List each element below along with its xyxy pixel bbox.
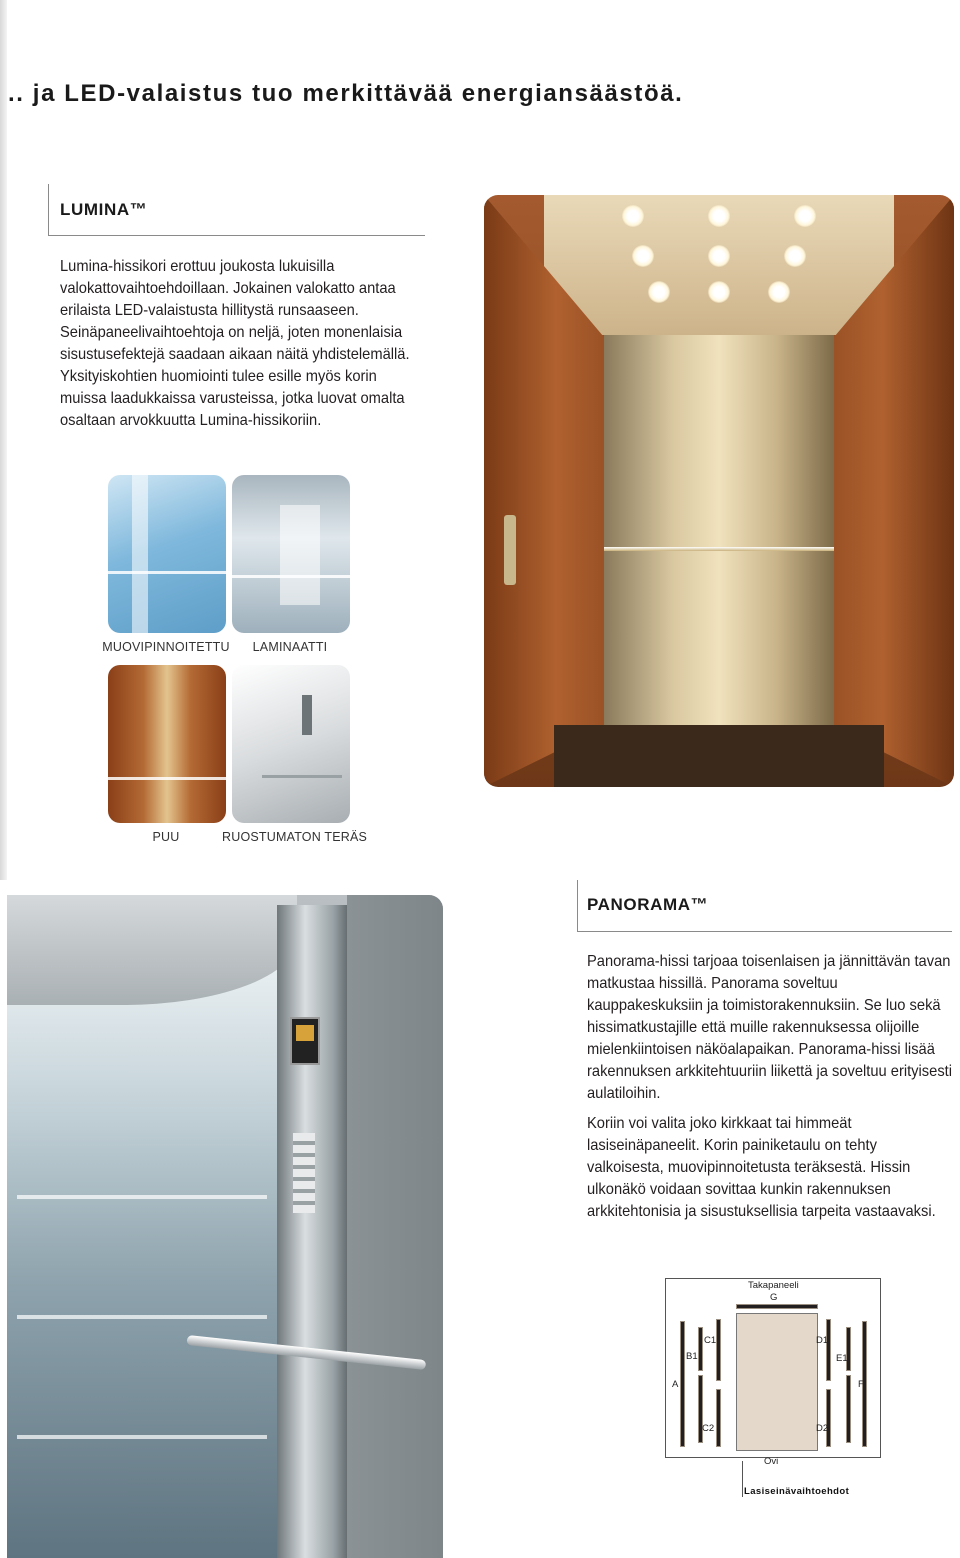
lumina-elevator-photo: [484, 195, 954, 787]
panorama-glass-view: [7, 945, 277, 1558]
diagram-label-g: G: [770, 1292, 778, 1303]
panorama-side-wall: [347, 895, 443, 1558]
ceiling-light-icon: [768, 281, 790, 303]
panorama-elevator-photo: [7, 895, 443, 1558]
photo-detail: [280, 505, 320, 605]
sample-photo-wood: [108, 665, 226, 823]
panorama-mall-floor-line: [17, 1315, 267, 1319]
panorama-door-frame: [277, 905, 347, 1558]
lumina-button-panel: [504, 515, 516, 585]
sample-caption: MUOVIPINNOITETTU: [102, 640, 230, 654]
ceiling-light-icon: [794, 205, 816, 227]
sample-caption: LAMINAATTI: [252, 640, 328, 654]
diagram-label-b1: B1: [686, 1351, 698, 1362]
diagram-label-c2: C2: [702, 1423, 715, 1434]
sample-photo-laminated: [108, 475, 226, 633]
lumina-section-rule: [48, 235, 425, 236]
ceiling-light-icon: [708, 281, 730, 303]
panorama-mall-floor-line: [17, 1195, 267, 1199]
diagram-label-e1: E1: [836, 1353, 848, 1364]
sample-caption: PUU: [152, 830, 180, 844]
panorama-body: [587, 951, 954, 1231]
glass-panel-b1: [698, 1327, 703, 1371]
ceiling-light-icon: [708, 205, 730, 227]
ceiling-light-icon: [648, 281, 670, 303]
diagram-label-a: A: [672, 1379, 679, 1390]
panorama-paragraph: Koriin voi valita joko kirkkaat tai himmeät lasiseinäpaneelit. Korin painiketaulu on tehty valkoisesta, muovipinnoitetusta teräksestä. Hissin ulkonäkö voidaan sovittaa kunkin rakennuksen arkkitehtonisia ja sisustuksellisia tarpeita vastaavaksi.: [587, 1115, 936, 1220]
elevator-car-floor: [736, 1313, 818, 1451]
panorama-button-panel: [293, 1133, 315, 1213]
glass-panel-d2: [826, 1389, 831, 1447]
sample-photo-laminate: [232, 475, 350, 633]
page-edge-shadow: [0, 0, 7, 880]
lumina-body: [60, 256, 423, 440]
panorama-title: PANORAMA™: [587, 895, 709, 914]
glass-panel-c2: [716, 1389, 721, 1447]
photo-detail: [108, 571, 226, 574]
lumina-title: LUMINA™: [60, 200, 148, 219]
glass-options-diagram: [665, 1278, 881, 1458]
floor-display-screen: [296, 1025, 314, 1041]
diagram-label-back-panel: Takapaneeli: [748, 1280, 799, 1291]
photo-detail: [262, 775, 342, 778]
photo-detail: [232, 575, 350, 578]
diagram-label-f: F: [858, 1379, 864, 1390]
diagram-label-d1: D1: [816, 1335, 829, 1346]
glass-panel-d1: [826, 1319, 831, 1381]
panorama-section-tick: [577, 880, 578, 932]
ceiling-light-icon: [622, 205, 644, 227]
floor-display-icon: [290, 1017, 320, 1065]
lumina-ceiling: [544, 195, 894, 335]
panorama-section-rule: [577, 931, 952, 932]
glass-panel-e2: [846, 1375, 851, 1443]
lumina-handrail: [604, 547, 834, 551]
ceiling-light-icon: [632, 245, 654, 267]
diagram-title-rule: [742, 1461, 743, 1497]
sample-photo-stainless-steel: [232, 665, 350, 823]
photo-detail: [108, 777, 226, 780]
sample-caption: RUOSTUMATON TERÄS: [222, 830, 368, 844]
diagram-label-d2: D2: [816, 1423, 829, 1434]
photo-detail: [132, 475, 148, 633]
panorama-mall-floor-line: [17, 1435, 267, 1439]
lumina-section-tick: [48, 184, 49, 236]
glass-panel-g: [736, 1304, 818, 1309]
diagram-label-c1: C1: [704, 1335, 717, 1346]
ceiling-light-icon: [784, 245, 806, 267]
lumina-body-paragraph: Lumina-hissikori erottuu joukosta lukuisilla valokattovaihtoehdoillaan. Jokainen valokatto antaa erilaista LED-valaistusta hillitystä runsaaseen. Seinäpaneelivaihtoehtoja on neljä, joten monenlaisia sisustusefektejä saadaan aikaan näitä yhdistelemällä. Yksityiskohtien huomiointi tulee esille myös korin muissa laadukkaissa varusteissa, jotka luovat omalta osaltaan arvokkuutta Lumina-hissikoriin.: [60, 258, 410, 429]
photo-detail: [302, 695, 312, 735]
page-headline: .. ja LED-valaistus tuo merkittävää energiansäästöä.: [8, 80, 684, 107]
lumina-back-wall: [604, 335, 834, 775]
panorama-paragraph: Panorama-hissi tarjoaa toisenlaisen ja jännittävän tavan matkustaa hissillä. Panorama soveltuu kauppakeskuksiin ja toimistorakennuksiin. Se luo sekä hissimatkustajille että muille rakennuksessa olijoille mielenkiintoisen näköalapaikan. Panorama-hissi lisää rakennuksen arkkitehtuuriin liikettä ja soveltuu erityisesti aulatiloihin.: [587, 953, 953, 1102]
glass-panel-c1: [716, 1319, 721, 1381]
glass-panel-a: [680, 1321, 685, 1447]
glass-panel-e1: [846, 1327, 851, 1371]
diagram-label-door: Ovi: [764, 1456, 779, 1467]
lumina-floor: [554, 725, 884, 787]
ceiling-light-icon: [708, 245, 730, 267]
diagram-title: Lasiseinävaihtoehdot: [744, 1486, 850, 1497]
